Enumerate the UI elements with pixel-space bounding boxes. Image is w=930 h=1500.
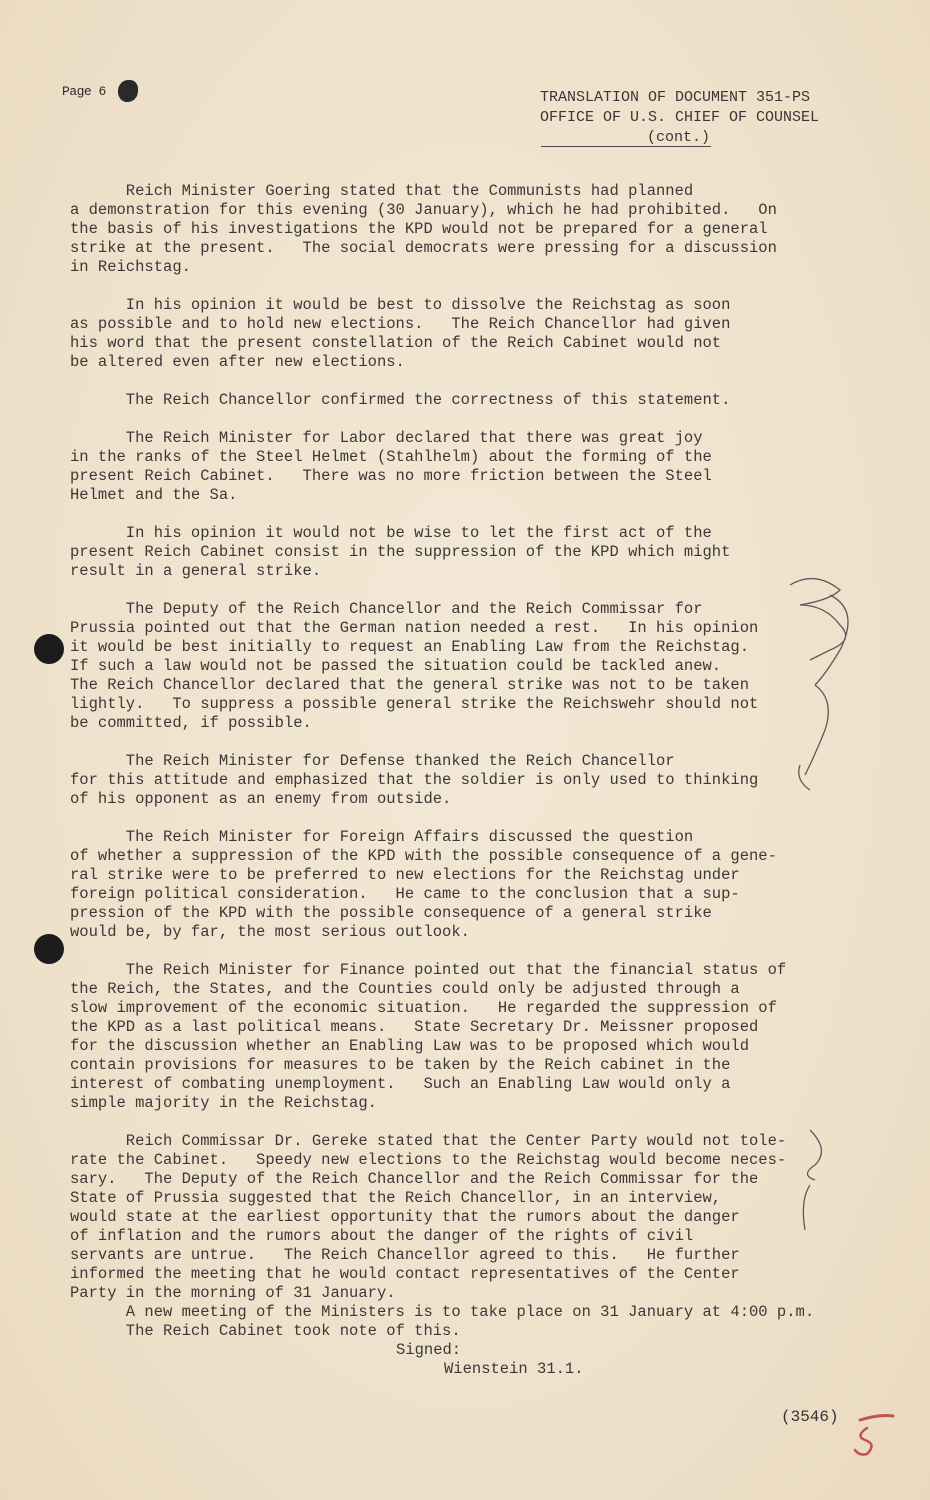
header-title: TRANSLATION OF DOCUMENT 351-PS xyxy=(540,89,811,106)
text-line: servants are untrue. The Reich Chancellor agreed to this. He further xyxy=(70,1246,740,1264)
text-line: the KPD as a last political means. State Secretary Dr. Meissner proposed xyxy=(70,1018,759,1036)
text-line: his word that the present constellation of the Reich Cabinet would not xyxy=(70,334,722,352)
text-line: In his opinion it would not be wise to let the first act of the xyxy=(70,524,712,542)
signed-label: Signed: xyxy=(396,1341,462,1359)
text-line: be committed, if possible. xyxy=(70,714,312,732)
text-line: pression of the KPD with the possible consequence of a general strike xyxy=(70,904,712,922)
text-line: ral strike were to be preferred to new elections for the Reichstag under xyxy=(70,866,740,884)
header-office: OFFICE OF U.S. CHIEF OF COUNSEL xyxy=(540,109,820,126)
document-number: (3546) xyxy=(781,1408,839,1426)
text-line: of his opponent as an enemy from outside. xyxy=(70,790,452,808)
text-line: If such a law would not be passed the situation could be tackled anew. xyxy=(70,657,722,675)
paragraph xyxy=(70,961,815,1113)
paragraph xyxy=(70,182,815,277)
text-line: The Reich Minister for Foreign Affairs discussed the question xyxy=(70,828,694,846)
paragraph xyxy=(70,429,815,505)
signature: Wienstein 31.1. xyxy=(444,1360,584,1378)
header-continued: (cont.) xyxy=(647,129,711,146)
text-line: of inflation and the rumors about the danger of the rights of civil xyxy=(70,1227,694,1245)
text-line: The Deputy of the Reich Chancellor and the Reich Commissar for xyxy=(70,600,703,618)
text-line: Reich Minister Goering stated that the Communists had planned xyxy=(70,182,694,200)
text-line: in Reichstag. xyxy=(70,258,191,276)
paragraph xyxy=(70,600,815,733)
header-underline xyxy=(541,146,711,147)
text-line: The Reich Minister for Finance pointed out that the financial status of xyxy=(70,961,787,979)
text-line: Party in the morning of 31 January. xyxy=(70,1284,396,1302)
text-line: rate the Cabinet. Speedy new elections to the Reichstag would become neces- xyxy=(70,1151,787,1169)
paragraph xyxy=(70,828,815,942)
closing-section xyxy=(70,1132,815,1379)
text-line: for the discussion whether an Enabling Law was to be proposed which would xyxy=(70,1037,750,1055)
text-line: in the ranks of the Steel Helmet (Stahlhelm) about the forming of the xyxy=(70,448,712,466)
text-line: Helmet and the Sa. xyxy=(70,486,238,504)
text-line: a demonstration for this evening (30 January), which he had prohibited. On xyxy=(70,201,777,219)
margin-annotation-mark xyxy=(770,1125,830,1235)
text-line: strike at the present. The social democrats were pressing for a discussion xyxy=(70,239,777,257)
text-line: simple majority in the Reichstag. xyxy=(70,1094,377,1112)
text-line: The Reich Minister for Labor declared that there was great joy xyxy=(70,429,703,447)
text-line: informed the meeting that he would contact representatives of the Center xyxy=(70,1265,740,1283)
text-line: In his opinion it would be best to dissolve the Reichstag as soon xyxy=(70,296,731,314)
text-line: The Reich Cabinet took note of this. xyxy=(70,1322,461,1340)
text-line: Reich Commissar Dr. Gereke stated that the Center Party would not tole- xyxy=(70,1132,787,1150)
punch-hole-top xyxy=(34,634,64,664)
punch-hole-bottom xyxy=(34,934,64,964)
margin-annotation-bracket xyxy=(770,565,890,795)
text-line: Prussia pointed out that the German nation needed a rest. In his opinion xyxy=(70,619,759,637)
text-line: The Reich Chancellor declared that the general strike was not to be taken xyxy=(70,676,750,694)
text-line: present Reich Cabinet consist in the suppression of the KPD which might xyxy=(70,543,731,561)
text-line: be altered even after new elections. xyxy=(70,353,405,371)
text-line: present Reich Cabinet. There was no more friction between the Steel xyxy=(70,467,712,485)
text-line: The Reich Minister for Defense thanked the Reich Chancellor xyxy=(70,752,675,770)
text-line: would be, by far, the most serious outlook. xyxy=(70,923,470,941)
text-line: it would be best initially to request an Enabling Law from the Reichstag. xyxy=(70,638,750,656)
text-line: of whether a suppression of the KPD with the possible consequence of a gene- xyxy=(70,847,777,865)
document-header xyxy=(540,88,840,148)
ink-blot xyxy=(118,80,138,102)
document-body xyxy=(70,182,815,1379)
text-line: sary. The Deputy of the Reich Chancellor and the Reich Commissar for the xyxy=(70,1170,759,1188)
text-line: as possible and to hold new elections. The Reich Chancellor had given xyxy=(70,315,731,333)
red-pencil-mark xyxy=(845,1410,905,1460)
text-line: slow improvement of the economic situation. He regarded the suppression of xyxy=(70,999,777,1017)
text-line: A new meeting of the Ministers is to take place on 31 January at 4:00 p.m. xyxy=(70,1303,815,1321)
text-line: contain provisions for measures to be taken by the Reich cabinet in the xyxy=(70,1056,731,1074)
paragraph xyxy=(70,391,815,410)
text-line: for this attitude and emphasized that the soldier is only used to thinking xyxy=(70,771,759,789)
text-line: result in a general strike. xyxy=(70,562,322,580)
text-line: State of Prussia suggested that the Reich Chancellor, in an interview, xyxy=(70,1189,722,1207)
text-line: lightly. To suppress a possible general strike the Reichswehr should not xyxy=(70,695,759,713)
paragraph xyxy=(70,752,815,809)
text-line: the basis of his investigations the KPD would not be prepared for a general xyxy=(70,220,768,238)
page-number: Page 6 xyxy=(62,84,106,99)
paragraph xyxy=(70,524,815,581)
text-line: would state at the earliest opportunity that the rumors about the danger xyxy=(70,1208,740,1226)
text-line: interest of combating unemployment. Such an Enabling Law would only a xyxy=(70,1075,731,1093)
text-line: foreign political consideration. He came to the conclusion that a sup- xyxy=(70,885,740,903)
text-line: The Reich Chancellor confirmed the correctness of this statement. xyxy=(70,391,731,409)
paragraph xyxy=(70,296,815,372)
text-line: the Reich, the States, and the Counties could only be adjusted through a xyxy=(70,980,740,998)
